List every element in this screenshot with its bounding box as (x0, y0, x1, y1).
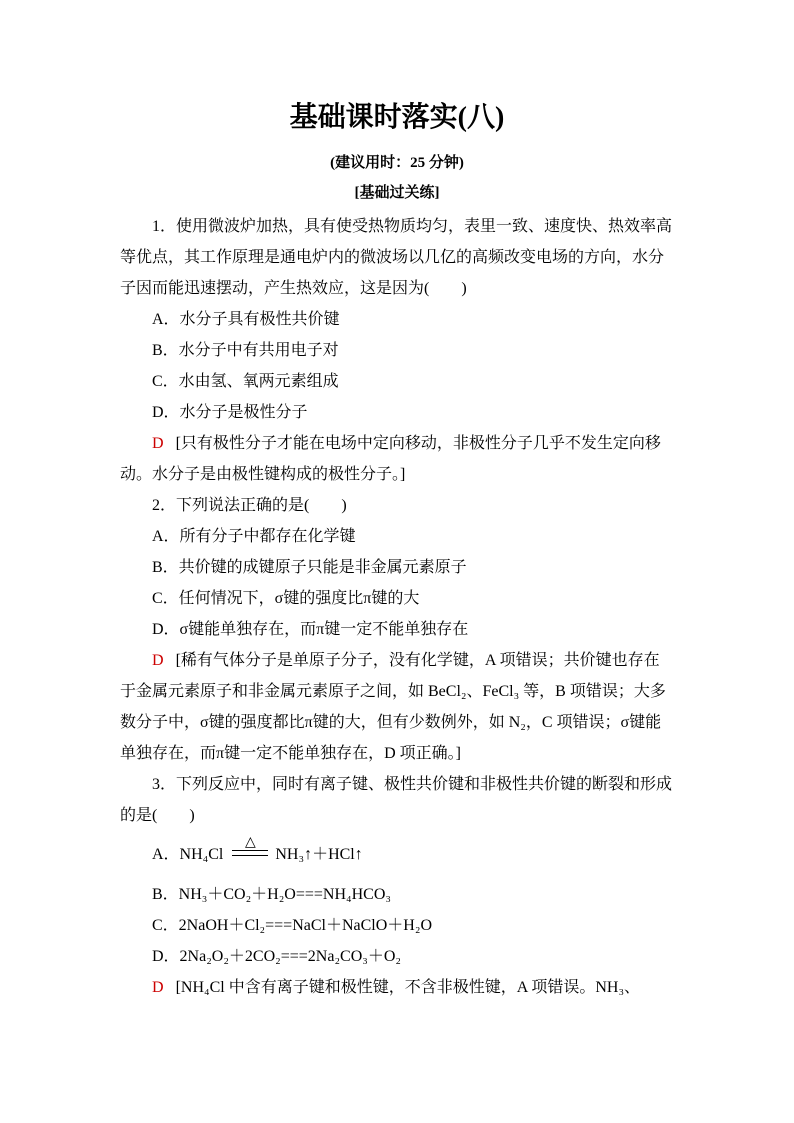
option-d: D．水分子是极性分子 (152, 403, 308, 421)
explanation-line: 单独存在，而π键一定不能单独存在，D 项正确。] (120, 744, 461, 762)
option-d: D．σ键能单独存在，而π键一定不能单独存在 (152, 620, 469, 638)
option-a (120, 831, 680, 879)
explanation-text: [只有极性分子才能在电场中定向移动，非极性分子几乎不发生定向移 (175, 434, 661, 452)
option-c: C．水由氢、氧两元素组成 (152, 372, 339, 390)
answer-letter: D (152, 434, 164, 452)
option-b: B．共价键的成键原子只能是非金属元素原子 (152, 558, 467, 576)
answer-explanation-line (120, 645, 680, 676)
option-d: D．2Na₂O₂＋2CO₂===2Na₂CO₃＋O₂ (152, 947, 401, 965)
question-1 (120, 211, 680, 490)
option-b: B．NH₃＋CO₂＋H₂O===NH₄HCO₃ (152, 885, 391, 903)
suggested-time: (建议用时：25 分钟) (330, 155, 464, 171)
explanation-line: 于金属元素原子和非金属元素原子之间，如 BeCl₂、FeCl₃ 等，B 项错误；大多 (120, 682, 666, 700)
option-a-products: NH₃↑＋HCl↑ (275, 845, 363, 863)
page-title: 基础课时落实(八) (289, 102, 505, 133)
explanation-text: [NH₄Cl 中含有离子键和极性键，不含非极性键，A 项错误。NH₃、 (175, 978, 641, 996)
question-2 (120, 490, 680, 769)
option-b: B．水分子中有共用电子对 (152, 341, 339, 359)
explanation-text: [稀有气体分子是单原子分子，没有化学键，A 项错误；共价键也存在 (175, 651, 660, 669)
option-a: A．水分子具有极性共价键 (152, 310, 340, 328)
answer-explanation-line (120, 428, 680, 459)
option-a: A．所有分子中都存在化学键 (152, 527, 356, 545)
question-3 (120, 769, 680, 1003)
explanation-line: 数分子中，σ键的强度都比π键的大，但有少数例外，如 N₂，C 项错误；σ键能 (120, 713, 662, 731)
double-line-equals-sign (232, 850, 268, 856)
section-heading: [基础过关练] (354, 185, 440, 201)
question-stem-line: 等优点，其工作原理是通电炉内的微波场以几亿的高频改变电场的方向，水分 (120, 248, 665, 266)
answer-letter: D (152, 978, 164, 996)
option-c: C．任何情况下，σ键的强度比π键的大 (152, 589, 420, 607)
option-a-reactant: A．NH₄Cl (152, 845, 224, 863)
question-stem-line: 3．下列反应中，同时有离子键、极性共价键和非极性共价键的断裂和形成 (152, 775, 673, 793)
heating-reaction-sign (232, 834, 268, 873)
answer-letter: D (152, 651, 164, 669)
question-stem-line: 子因而能迅速摆动，产生热效应，这是因为( ) (120, 279, 467, 297)
explanation-line: 动。水分子是由极性键构成的极性分子。] (120, 465, 406, 483)
exercise-content (120, 211, 680, 1003)
question-stem-line: 1．使用微波炉加热，具有使受热物质均匀，表里一致、速度快、热效率高 (152, 217, 673, 235)
heat-triangle-icon: △ (244, 834, 256, 850)
answer-explanation-line (120, 972, 680, 1003)
question-stem-line: 的是( ) (120, 806, 195, 824)
question-stem-line: 2．下列说法正确的是( ) (152, 496, 347, 514)
option-c: C．2NaOH＋Cl₂===NaCl＋NaClO＋H₂O (152, 916, 432, 934)
